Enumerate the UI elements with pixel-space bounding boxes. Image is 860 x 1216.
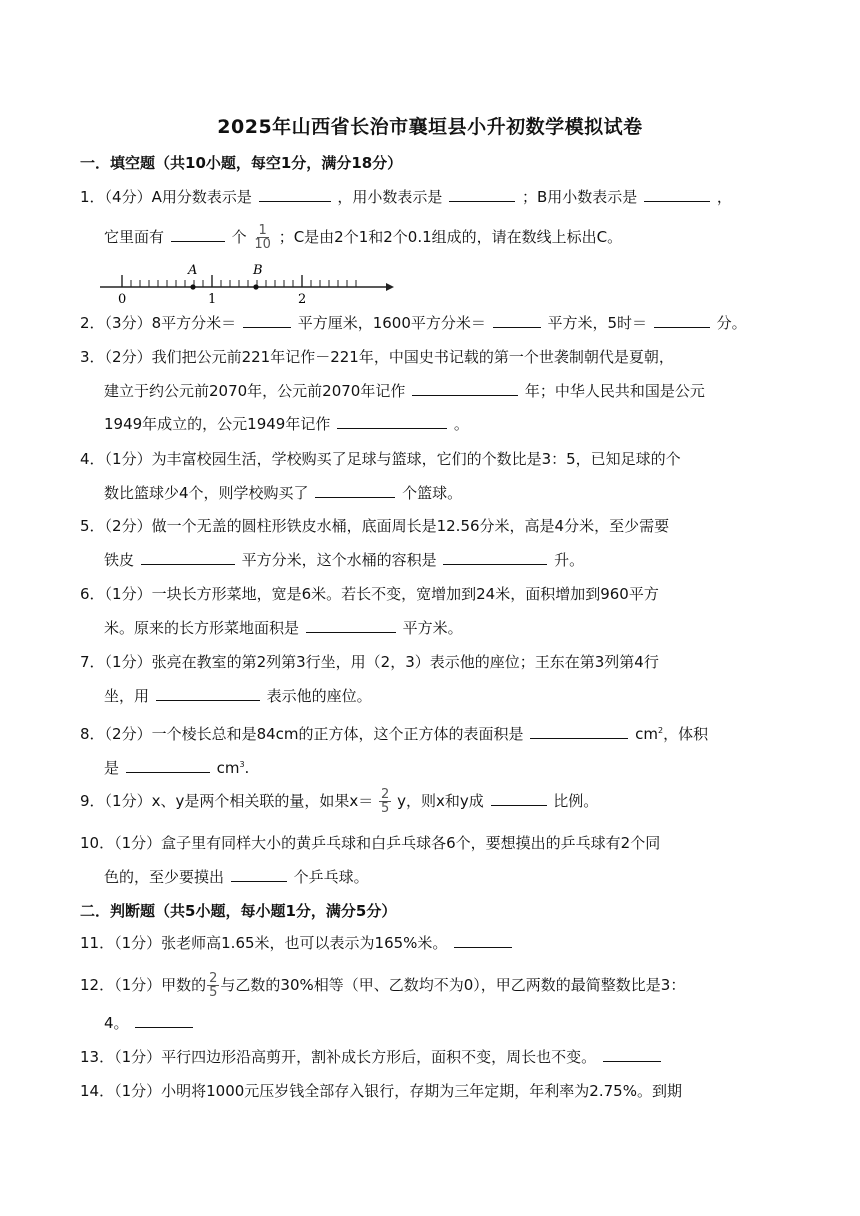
question-6-line-2 xyxy=(104,617,463,639)
q13-text-a: 13．（1分）平行四边形沿高剪开，割补成长方形后，面积不变，周长也不变。 xyxy=(80,1048,597,1066)
q8-unit-area-exponent: 2 xyxy=(657,726,664,735)
q1-text-d: ， xyxy=(716,188,732,206)
question-8-line-2 xyxy=(104,754,249,779)
q1-fraction xyxy=(252,224,273,251)
question-2 xyxy=(80,312,747,334)
q12-text-a: 12．（1分）甲数的 xyxy=(80,976,207,994)
question-4-line-2 xyxy=(104,482,462,504)
q3-blank-2[interactable] xyxy=(337,413,447,429)
q9-fraction xyxy=(379,788,391,815)
q1-text-e: 它里面有 xyxy=(104,228,165,246)
question-14-line-1: 14．（1分）小明将1000元压岁钱全部存入银行，存期为三年定期，年利率为2.75%。到期 xyxy=(80,1082,682,1100)
q6-text-b: 米。原来的长方形菜地面积是 xyxy=(104,619,300,637)
q2-blank-2[interactable] xyxy=(493,312,541,328)
q10-text-b: 色的，至少要摸出 xyxy=(104,868,225,886)
point-a-label: A xyxy=(188,263,198,278)
q5-text-c: 平方分米，这个水桶的容积是 xyxy=(241,551,437,569)
point-b-dot xyxy=(253,284,258,289)
q11-answer-blank[interactable] xyxy=(454,932,512,948)
q5-blank-2[interactable] xyxy=(443,549,547,565)
q8-blank-1[interactable] xyxy=(530,723,628,739)
section-2-heading: 二．判断题（共5小题，每小题1分，满分5分） xyxy=(80,902,397,920)
question-8-line-1 xyxy=(80,720,708,745)
tick-label-0: 0 xyxy=(118,292,127,306)
question-7-line-1: 7．（1分）张亮在教室的第2列第3行坐，用（2，3）表示他的座位；王东在第3列第4行 xyxy=(80,653,659,671)
number-line-figure xyxy=(98,258,398,306)
q4-text-c: 个篮球。 xyxy=(402,484,463,502)
question-10-line-2 xyxy=(104,866,369,888)
q5-blank-1[interactable] xyxy=(141,549,235,565)
q8-unit-volume-exponent: 3 xyxy=(239,760,245,769)
q9-text-c: 比例。 xyxy=(553,792,599,810)
question-13 xyxy=(80,1046,663,1068)
q12-fraction-denominator: 5 xyxy=(209,985,218,1000)
question-9 xyxy=(80,788,598,815)
q8-unit-volume: cm xyxy=(216,759,240,777)
q10-blank-1[interactable] xyxy=(231,866,287,882)
q8-text-c: ，体积 xyxy=(663,725,709,743)
question-1-line-2 xyxy=(104,224,622,251)
q3-text-b: 建立于约公元前2070年，公元前2070年记作 xyxy=(104,382,406,400)
question-3-line-3 xyxy=(104,413,469,435)
q12-answer-blank[interactable] xyxy=(135,1012,193,1028)
q8-text-f: . xyxy=(244,759,250,777)
q1-blank-2[interactable] xyxy=(449,186,515,202)
q3-text-c: 年；中华人民共和国是公元 xyxy=(524,382,705,400)
q12-text-b: 与乙数的30%相等（甲、乙数均不为0），甲乙两数的最简整数比是3： xyxy=(220,976,686,994)
number-line-arrow xyxy=(386,283,394,291)
point-b-label: B xyxy=(253,263,263,278)
q9-fraction-numerator: 2 xyxy=(381,787,390,802)
q1-text-b: ，用小数表示是 xyxy=(337,188,443,206)
q9-text-b: y，则x和y成 xyxy=(397,792,484,810)
q3-text-d: 1949年成立的，公元1949年记作 xyxy=(104,415,331,433)
question-4-line-1: 4．（1分）为丰富校园生活，学校购买了足球与篮球，它们的个数比是3：5，已知足球的个 xyxy=(80,450,681,468)
q12-text-c: 4。 xyxy=(104,1014,129,1032)
question-5-line-2 xyxy=(104,549,584,571)
q6-blank-1[interactable] xyxy=(306,617,396,633)
q2-text-b: 平方厘米，1600平方分米＝ xyxy=(297,314,486,332)
tick-label-1: 1 xyxy=(208,292,217,306)
q7-blank-1[interactable] xyxy=(156,685,260,701)
q1-fraction-denominator: 10 xyxy=(254,237,271,252)
question-12-line-1 xyxy=(80,972,685,999)
q13-answer-blank[interactable] xyxy=(603,1046,661,1062)
q1-fraction-numerator: 1 xyxy=(258,223,267,238)
q4-text-b: 数比篮球少4个，则学校购买了 xyxy=(104,484,309,502)
question-1-line-1 xyxy=(80,186,732,208)
q7-text-c: 表示他的座位。 xyxy=(266,687,372,705)
q9-text-a: 9．（1分）x、y是两个相关联的量，如果x＝ xyxy=(80,792,374,810)
q2-text-c: 平方米，5时＝ xyxy=(547,314,647,332)
q8-unit-area: cm xyxy=(635,725,658,743)
tick-label-2: 2 xyxy=(298,292,307,306)
q1-text-g: ；C是由2个1和2个0.1组成的，请在数线上标出C。 xyxy=(278,228,623,246)
q9-fraction-denominator: 5 xyxy=(381,801,390,816)
q7-text-b: 坐，用 xyxy=(104,687,150,705)
question-5-line-1: 5．（2分）做一个无盖的圆柱形铁皮水桶，底面周长是12.56分米，高是4分米，至少需要 xyxy=(80,517,670,535)
point-a-dot xyxy=(190,284,195,289)
q8-blank-2[interactable] xyxy=(126,757,210,773)
q9-blank-1[interactable] xyxy=(491,790,547,806)
q4-blank-1[interactable] xyxy=(315,482,395,498)
question-7-line-2 xyxy=(104,685,372,707)
question-6-line-1: 6．（1分）一块长方形菜地，宽是6米。若长不变，宽增加到24米，面积增加到960平方 xyxy=(80,585,659,603)
q1-text-c: ；B用小数表示是 xyxy=(522,188,638,206)
q5-text-b: 铁皮 xyxy=(104,551,135,569)
q1-text-f: 个 xyxy=(231,228,247,246)
exam-title: 2025年山西省长治市襄垣县小升初数学模拟试卷 xyxy=(217,116,643,138)
q2-blank-3[interactable] xyxy=(654,312,710,328)
q11-text-a: 11．（1分）张老师高1.65米，也可以表示为165%米。 xyxy=(80,934,448,952)
q10-text-c: 个乒乓球。 xyxy=(293,868,369,886)
q2-blank-1[interactable] xyxy=(243,312,291,328)
number-line-ticks xyxy=(122,275,356,287)
q8-text-a: 8．（2分）一个棱长总和是84cm的正方体，这个正方体的表面积是 xyxy=(80,725,524,743)
q1-text-a: 1．（4分）A用分数表示是 xyxy=(80,188,252,206)
question-11 xyxy=(80,932,514,954)
q12-fraction-numerator: 2 xyxy=(209,971,218,986)
q1-blank-4[interactable] xyxy=(171,226,225,242)
question-3-line-2 xyxy=(104,380,705,402)
question-12-line-2 xyxy=(104,1012,195,1034)
q3-text-e: 。 xyxy=(453,415,469,433)
section-1-heading: 一．填空题（共10小题，每空1分，满分18分） xyxy=(80,154,403,172)
q8-text-d: 是 xyxy=(104,759,120,777)
q2-text-a: 2．（3分）8平方分米＝ xyxy=(80,314,237,332)
q3-blank-1[interactable] xyxy=(412,380,518,396)
q12-fraction xyxy=(207,972,219,999)
q6-text-c: 平方米。 xyxy=(402,619,463,637)
q1-blank-1[interactable] xyxy=(259,186,331,202)
q5-text-d: 升。 xyxy=(554,551,585,569)
q1-blank-3[interactable] xyxy=(644,186,710,202)
q2-text-d: 分。 xyxy=(716,314,747,332)
question-3-line-1: 3．（2分）我们把公元前221年记作－221年，中国史书记载的第一个世袭制朝代是夏朝， xyxy=(80,348,674,366)
question-10-line-1: 10．（1分）盒子里有同样大小的黄乒乓球和白乒乓球各6个，要想摸出的乒乓球有2个同 xyxy=(80,834,661,852)
